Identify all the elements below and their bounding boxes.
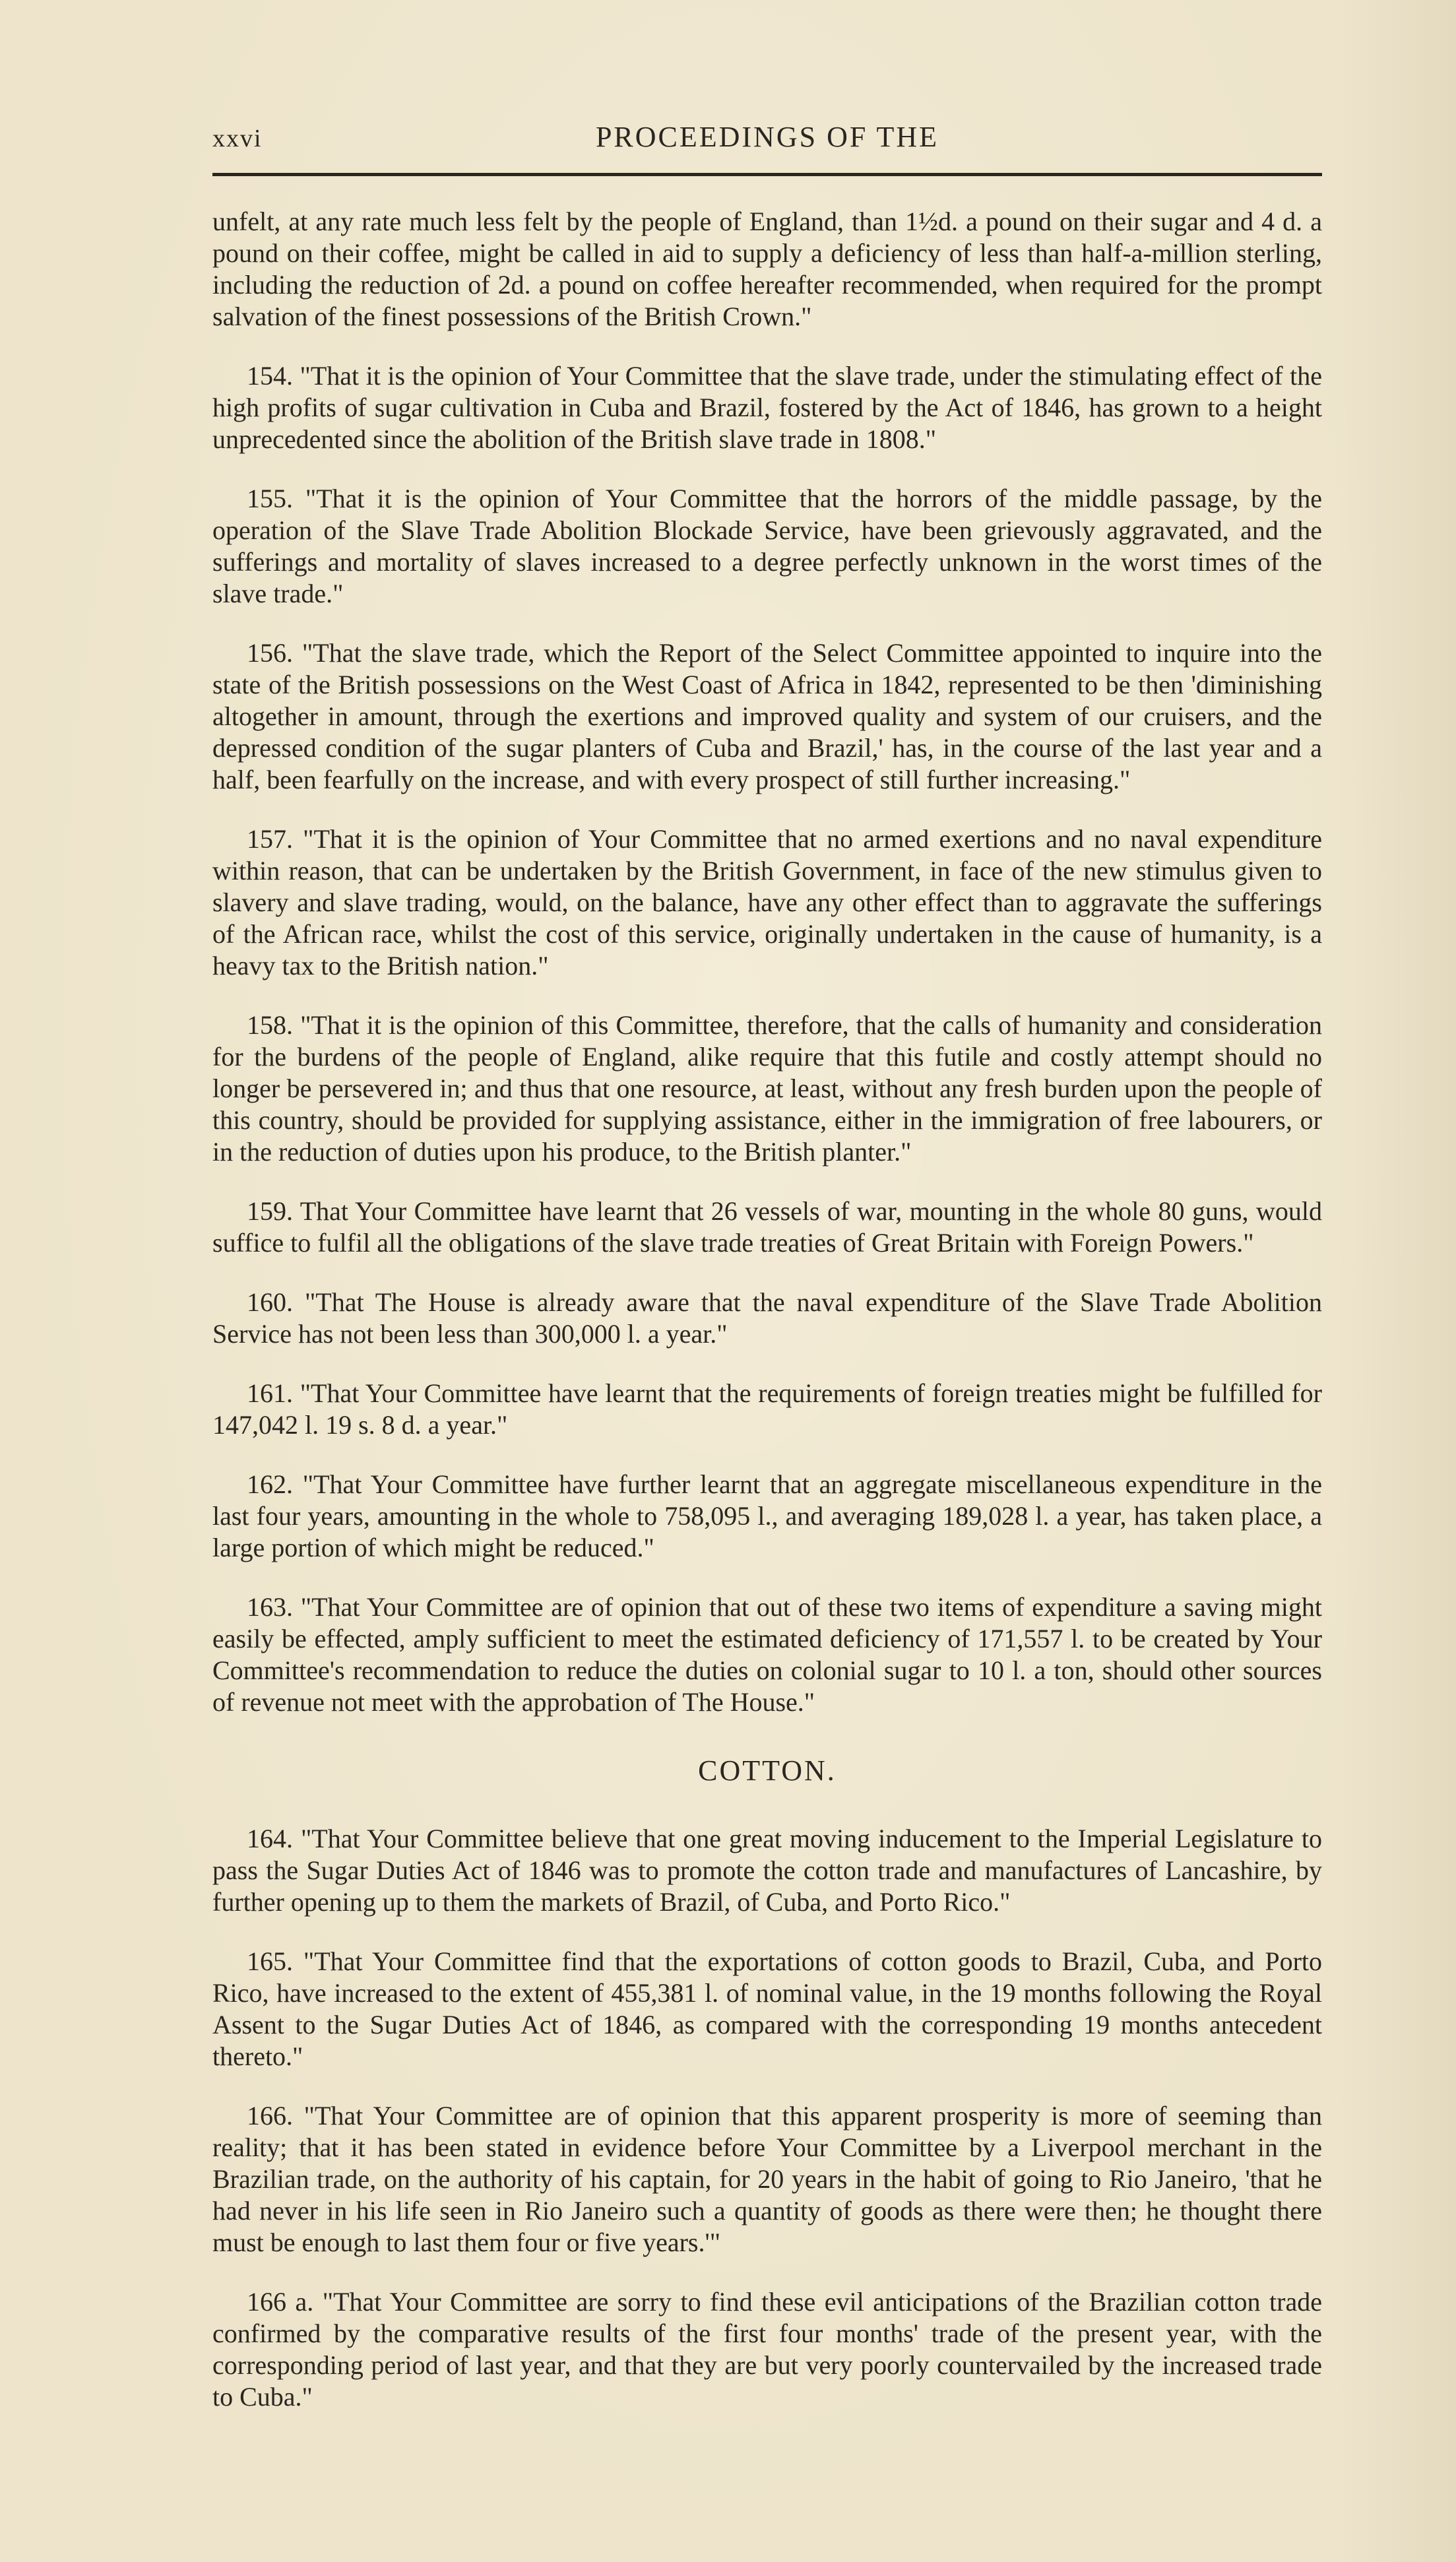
section-heading-cotton: COTTON. <box>698 1754 837 1787</box>
paragraph-159: 159. That Your Committee have learnt that 26 vessels of war, mounting in the whole 80 guns, would suffice to fulfil all the obligations of the slave trade treaties of Great Britain with Foreign Powers." <box>212 1196 1322 1258</box>
page-edge-shading <box>1337 0 1456 2562</box>
header-rule <box>212 173 1322 176</box>
paragraph-continuation: unfelt, at any rate much less felt by the people of England, than 1½d. a pound on their sugar and 4 d. a pound on their coffee, might be called in aid to supply a deficiency of less than half-a-million sterling, including the reduction of 2d. a pound on coffee hereafter recommended, when required for the prompt salvation of the finest possessions of the British Crown." <box>212 207 1322 331</box>
paragraph-155: 155. "That it is the opinion of Your Committee that the horrors of the middle passage, by the operation of the Slave Trade Abolition Blockade Service, have been grievously aggravated, and the sufferings and mortality of slaves increased to a degree perfectly unknown in the worst times of the slave trade." <box>212 484 1322 608</box>
paragraph-154: 154. "That it is the opinion of Your Committee that the slave trade, under the stimulating effect of the high profits of sugar cultivation in Cuba and Brazil, fostered by the Act of 1846, has grown to a height unprecedented since the abolition of the British slave trade in 1808." <box>212 361 1322 454</box>
paragraph-163: 163. "That Your Committee are of opinion that out of these two items of expenditure a saving might easily be effected, amply sufficient to meet the estimated deficiency of 171,557 l. to be created by Your Committee's recommendation to reduce the duties on colonial sugar to 10 l. a ton, should other sources of revenue not meet with the approbation of The House." <box>212 1592 1322 1717</box>
paragraph-166: 166. "That Your Committee are of opinion that this apparent prosperity is more of seeming than reality; that it has been stated in evidence before Your Committee by a Liverpool merchant in the Brazilian trade, on the authority of his captain, for 20 years in the habit of going to Rio Janeiro, 'that he had never in his life seen in Rio Janeiro such a quantity of goods as there were then; he thought there must be enough to last them four or five years.'" <box>212 2101 1322 2257</box>
paragraph-160: 160. "That The House is already aware that the naval expenditure of the Slave Trade Abolition Service has not been less than 300,000 l. a year." <box>212 1287 1322 1349</box>
paragraph-158: 158. "That it is the opinion of this Committee, therefore, that the calls of humanity and consideration for the burdens of the people of England, alike require that this futile and costly attempt should no longer be persevered in; and thus that one resource, at least, without any fresh burden upon the people of this country, should be provided for supplying assistance, either in the immigration of free labourers, or in the reduction of duties upon his produce, to the British planter." <box>212 1010 1322 1167</box>
paragraph-161: 161. "That Your Committee have learnt that the requirements of foreign treaties might be fulfilled for 147,042 l. 19 s. 8 d. a year." <box>212 1378 1322 1440</box>
paragraph-156: 156. "That the slave trade, which the Report of the Select Committee appointed to inquire into the state of the British possessions on the West Coast of Africa in 1842, represented to be then 'diminishing altogether in amount, through the exertions and improved quality and system of our cruisers, and the depressed condition of the sugar planters of Cuba and Brazil,' has, in the course of the last year and a half, been fearfully on the increase, and with every prospect of still further increasing." <box>212 638 1322 794</box>
page-number: xxvi <box>212 125 263 152</box>
paragraph-157: 157. "That it is the opinion of Your Committee that no armed exertions and no naval expenditure within reason, that can be undertaken by the British Government, in face of the new stimulus given to slavery and slave trading, would, on the balance, have any other effect than to aggravate the sufferings of the African race, whilst the cost of this service, originally undertaken in the cause of humanity, is a heavy tax to the British nation." <box>212 824 1322 980</box>
running-head: PROCEEDINGS OF THE <box>595 121 939 153</box>
paragraph-165: 165. "That Your Committee find that the exportations of cotton goods to Brazil, Cuba, and Porto Rico, have increased to the extent of 455,381 l. of nominal value, in the 19 months following the Royal Assent to the Sugar Duties Act of 1846, as compared with the corresponding 19 months antecedent thereto." <box>212 1946 1322 2071</box>
paragraph-162: 162. "That Your Committee have further learnt that an aggregate miscellaneous expenditure in the last four years, amounting in the whole to 758,095 l., and averaging 189,028 l. a year, has taken place, a large portion of which might be reduced." <box>212 1469 1322 1562</box>
paragraph-164: 164. "That Your Committee believe that one great moving inducement to the Imperial Legislature to pass the Sugar Duties Act of 1846 was to promote the cotton trade and manufactures of Lancashire, by further opening up to them the markets of Brazil, of Cuba, and Porto Rico." <box>212 1824 1322 1917</box>
body-text <box>212 206 1322 2441</box>
page-header <box>212 121 1322 164</box>
paragraph-166a: 166 a. "That Your Committee are sorry to find these evil anticipations of the Brazilian cotton trade confirmed by the comparative results of the first four months' trade of the present year, with the corresponding period of last year, and that they are but very poorly countervailed by the increased trade to Cuba." <box>212 2287 1322 2412</box>
